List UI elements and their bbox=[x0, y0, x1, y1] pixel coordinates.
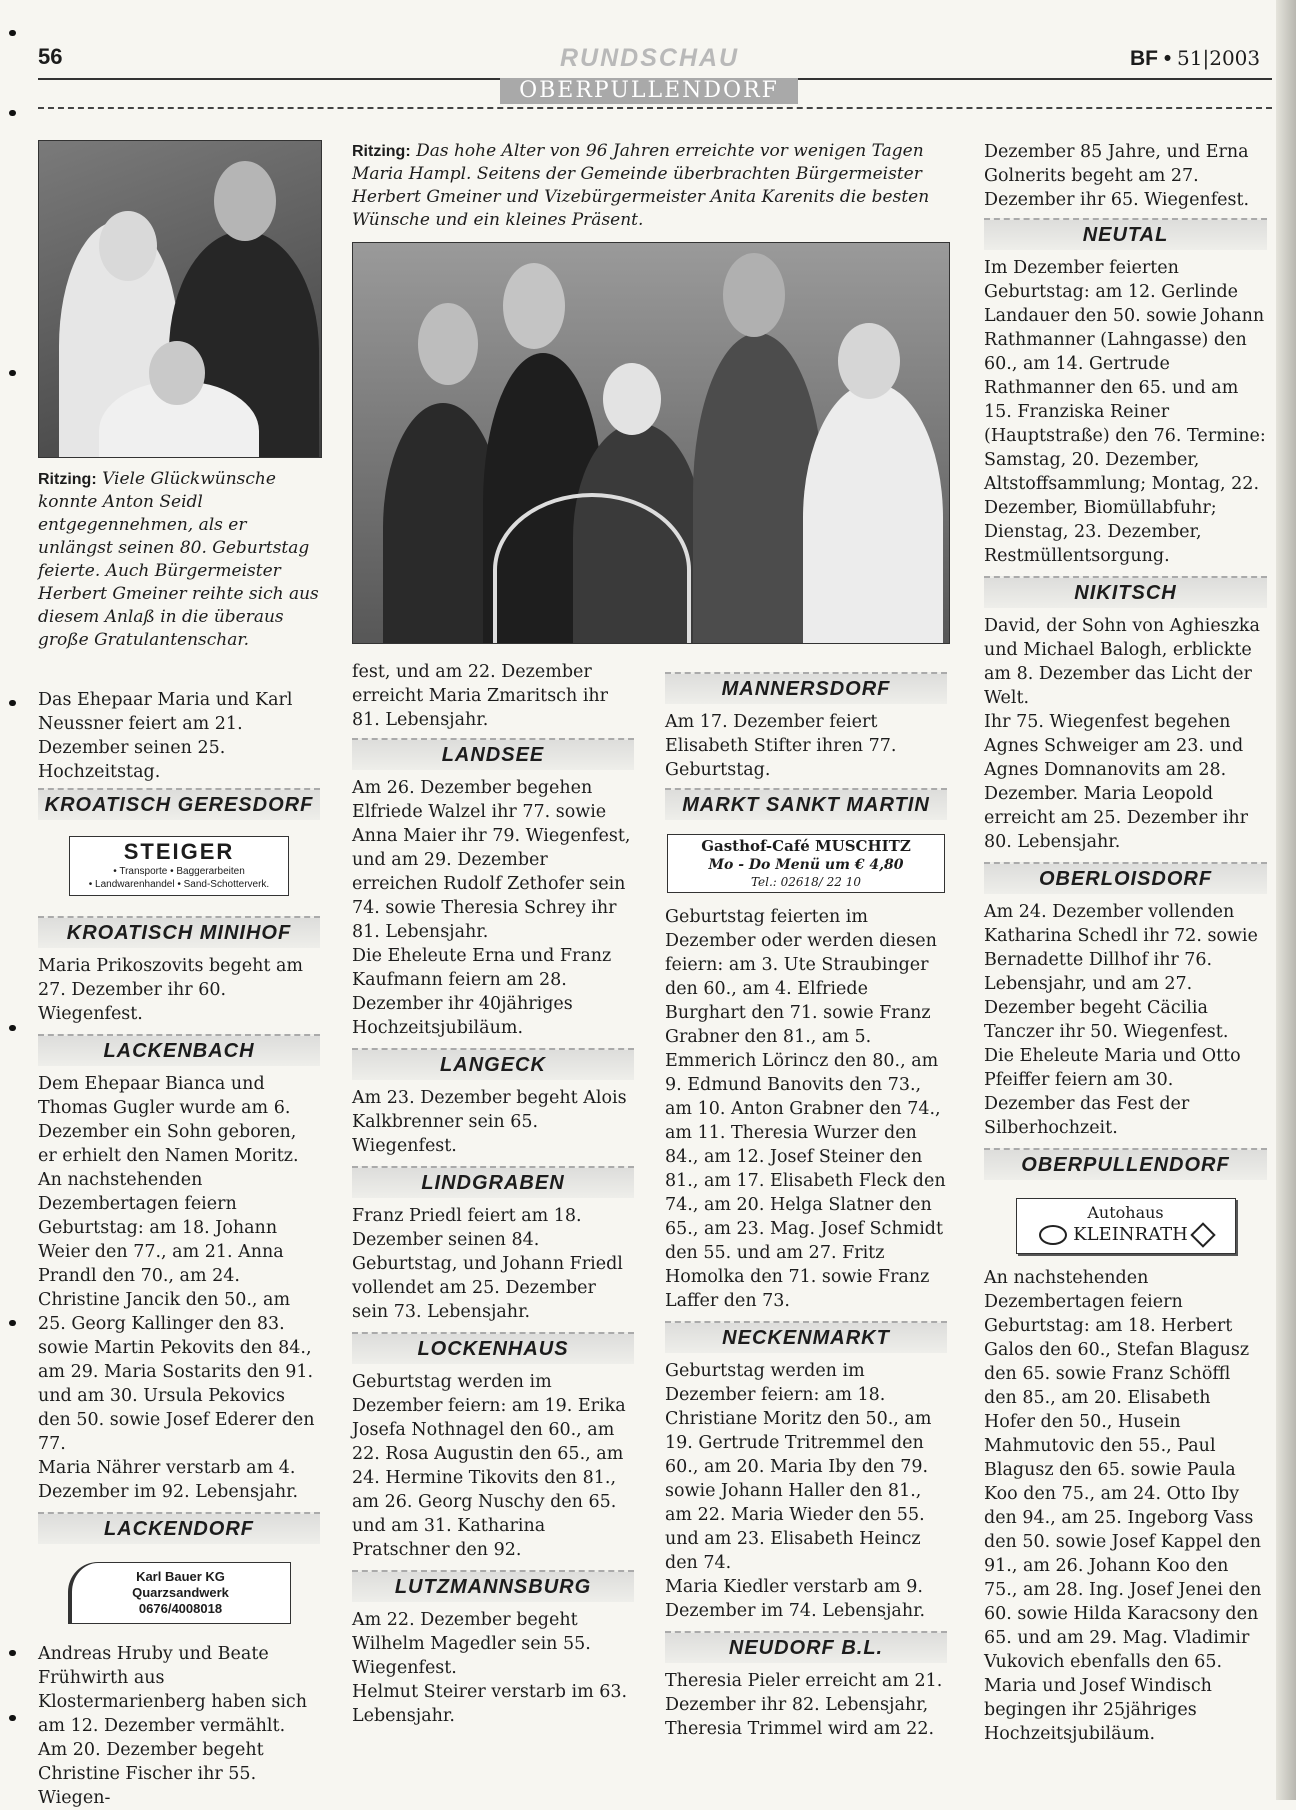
binding-mark bbox=[9, 1025, 16, 1031]
article-paragraph: Maria und Josef Windisch begingen ihr 25jähriges Hochzeitsjubiläum. bbox=[984, 1676, 1212, 1744]
caption-text: Viele Glückwünsche konnte Anton Seidl entgegennehmen, als er unlängst seinen 80. Geburtstag feierte. Auch Bürgermeister Herbert Gmeiner reihte sich aus diesem Anlaß in die überaus große Gratulantenschar. bbox=[38, 469, 319, 650]
section-heading: LOCKENHAUS bbox=[352, 1332, 634, 1364]
photo-maria-hampl bbox=[352, 242, 950, 644]
caption-text: Das hohe Alter von 96 Jahren erreichte vor wenigen Tagen Maria Hampl. Seitens der Gemeinde überbrachten Bürgermeister Herbert Gmeiner und Vizebürgermeister Anita Karenits die besten Wünsche und ein kleines Präsent. bbox=[352, 141, 930, 230]
mazda-logo-icon bbox=[1039, 1225, 1067, 1245]
column-4 bbox=[984, 140, 1267, 1746]
ad-line: Autohaus bbox=[1087, 1203, 1164, 1222]
ad-line: 0676/4008018 bbox=[138, 1601, 223, 1616]
caption-place: Ritzing: bbox=[38, 471, 97, 488]
photo-caption bbox=[352, 140, 948, 232]
ad-line: • Transporte • Baggerarbeiten bbox=[113, 866, 245, 877]
article-paragraph: Am 26. Dezember begehen Elfriede Walzel ihr 77. sowie Anna Maier ihr 79. Wiegenfest, und am 29. Dezember erreichen Rudolf Zethofer sein 74. sowie Theresia Schrey ihr 81. Lebensjahr. bbox=[352, 778, 631, 942]
article-paragraph: Dezember 85 Jahre, und Erna Golnerits begeht am 27. Dezember ihr 65. Wiegenfest. bbox=[984, 142, 1250, 210]
ad-autohaus-kleinrath bbox=[1016, 1198, 1236, 1254]
binding-mark bbox=[9, 1715, 16, 1721]
column-2 bbox=[352, 660, 634, 1728]
caption-place: Ritzing: bbox=[352, 143, 411, 160]
column-3 bbox=[665, 672, 947, 1741]
ad-title: STEIGER bbox=[123, 839, 235, 864]
column-1 bbox=[38, 140, 320, 1810]
header-dashed-divider bbox=[38, 107, 1272, 109]
renault-logo-icon bbox=[1190, 1222, 1215, 1247]
article-paragraph: Dem Ehepaar Bianca und Thomas Gugler wurde am 6. Dezember ein Sohn geboren, er erhielt den Namen Moritz. bbox=[38, 1074, 299, 1166]
ad-steiger bbox=[69, 836, 289, 896]
article-paragraph: Am 22. Dezember begeht Wilhelm Magedler sein 55. Wiegenfest. bbox=[352, 1610, 591, 1678]
section-heading: LINDGRABEN bbox=[352, 1166, 634, 1198]
article-paragraph: Maria Kiedler verstarb am 9. Dezember im 74. Lebensjahr. bbox=[665, 1577, 926, 1621]
article-paragraph: Die Eheleute Maria und Otto Pfeiffer feiern am 30. Dezember das Fest der Silberhochzeit. bbox=[984, 1046, 1241, 1138]
section-heading: LACKENDORF bbox=[38, 1512, 320, 1544]
section-heading: NECKENMARKT bbox=[665, 1321, 947, 1353]
issue-info bbox=[1130, 46, 1260, 71]
article-paragraph: Ihr 75. Wiegenfest begehen Agnes Schweiger am 23. und Agnes Domnanovits am 28. Dezember. Maria Leopold erreicht am 25. Dezember ihr 80. Lebensjahr. bbox=[984, 712, 1248, 852]
photo-caption bbox=[38, 468, 320, 652]
article-paragraph: An nachstehenden Dezembertagen feiern Geburtstag: am 18. Herbert Galos den 60., Stefan Blagusz den 65. sowie Franz Schöffl den 85., am 20. Elisabeth Hofer den 50., Husein Mahmutovic den 55., Paul Blagusz den 65. sowie Paula Koo den 75., am 24. Otto Iby den 94., am 25. Ingeborg Vass den 50. sowie Josef Kappel den 91., am 26. Johann Koo den 75., am 28. Ing. Josef Jenei den 60. sowie Hilda Karacsony den 65. und am 29. Mag. Vladimir Vukovich ebenfalls den 65. bbox=[984, 1268, 1262, 1672]
article-paragraph: fest, und am 22. Dezember erreicht Maria Zmaritsch ihr 81. Lebensjahr. bbox=[352, 662, 609, 730]
article-paragraph: Am 20. Dezember begeht Christine Fischer ihr 55. Wiegen- bbox=[38, 1740, 264, 1808]
section-heading: KROATISCH GERESDORF bbox=[38, 788, 320, 820]
article-paragraph: Das Ehepaar Maria und Karl Neussner feiert am 21. Dezember seinen 25. Hochzeitstag. bbox=[38, 690, 293, 782]
binding-mark bbox=[9, 30, 16, 36]
article-paragraph: Geburtstag werden im Dezember feiern: am 18. Christiane Moritz den 50., am 19. Gertrude Tritremmel den 60., am 20. Maria Iby den 79. sowie Johann Haller den 81., am 22. Maria Wieder den 55. und am 23. Elisabeth Heincz den 74. bbox=[665, 1361, 932, 1573]
article-paragraph: Am 23. Dezember begeht Alois Kalkbrenner sein 65. Wiegenfest. bbox=[352, 1088, 627, 1156]
article-paragraph: Maria Prikoszovits begeht am 27. Dezember ihr 60. Wiegenfest. bbox=[38, 956, 303, 1024]
section-heading: NIKITSCH bbox=[984, 576, 1267, 608]
article-paragraph: Franz Priedl feiert am 18. Dezember seinen 84. Geburtstag, und Johann Friedl vollendet am 25. Dezember sein 73. Lebensjahr. bbox=[352, 1206, 623, 1322]
brand-separator: • bbox=[1163, 47, 1172, 70]
binding-mark bbox=[9, 1320, 16, 1326]
binding-mark bbox=[9, 110, 16, 116]
section-heading: MANNERSDORF bbox=[665, 672, 947, 704]
ad-line: KLEINRATH bbox=[1073, 1224, 1188, 1245]
ad-karl-bauer bbox=[68, 1562, 291, 1624]
article-paragraph: Am 17. Dezember feiert Elisabeth Stifter ihren 77. Geburtstag. bbox=[665, 712, 897, 780]
ad-gasthof-muschitz bbox=[667, 834, 945, 893]
section-heading: LANGECK bbox=[352, 1048, 634, 1080]
photo-block-maria-hampl bbox=[352, 140, 948, 644]
binding-mark bbox=[9, 370, 16, 376]
article-paragraph: An nachstehenden Dezembertagen feiern Geburtstag: am 18. Johann Weier den 77., am 21. Anna Prandl den 70., am 24. Christine Jancik den 50., am 25. Georg Kallinger den 83. sowie Martin Pekovits den 84., am 29. Maria Sostarits den 91. und am 30. Ursula Pekovics den 50. sowie Josef Ederer den 77. bbox=[38, 1170, 315, 1454]
article-paragraph: Theresia Pieler erreicht am 21. Dezember ihr 82. Lebensjahr, Theresia Trimmel wird am 22. bbox=[665, 1671, 943, 1739]
section-heading: OBERLOISDORF bbox=[984, 862, 1267, 894]
article-paragraph: David, der Sohn von Aghieszka und Michael Balogh, erblickte am 8. Dezember das Licht der Welt. bbox=[984, 616, 1260, 708]
article-paragraph: Helmut Steirer verstarb im 63. Lebensjahr. bbox=[352, 1682, 628, 1726]
page-number: 56 bbox=[38, 44, 63, 69]
ad-line: Mo - Do Menü um € 4,80 bbox=[708, 857, 904, 873]
photo-anton-seidl bbox=[38, 140, 322, 458]
section-heading: LACKENBACH bbox=[38, 1034, 320, 1066]
article-paragraph: Die Eheleute Erna und Franz Kaufmann feiern am 28. Dezember ihr 40jähriges Hochzeitsjubiläum. bbox=[352, 946, 612, 1038]
issue-number: 51|2003 bbox=[1177, 46, 1261, 70]
binding-mark bbox=[9, 1650, 16, 1656]
article-paragraph: Im Dezember feierten Geburtstag: am 12. Gerlinde Landauer den 50. sowie Johann Rathmanner (Lahngasse) den 60., am 14. Gertrude Rathmanner den 65. und am 15. Franziska Reiner (Hauptstraße) den 76. Termine: Samstag, 20. Dezember, Altstoffsammlung; Montag, 22. Dezember, Biomüllabfuhr; Dienstag, 23. Dezember, Restmüllentsorgung. bbox=[984, 258, 1266, 566]
section-heading: KROATISCH MINIHOF bbox=[38, 916, 320, 948]
section-heading: LUTZMANNSBURG bbox=[352, 1570, 634, 1602]
article-paragraph: Geburtstag werden im Dezember feiern: am 19. Erika Josefa Nothnagel den 60., am 22. Rosa Augustin den 65., am 24. Hermine Tikovits den 81., am 26. Georg Nuschy den 65. und am 31. Katharina Pratschner den 92. bbox=[352, 1372, 626, 1560]
region-banner: OBERPULLENDORF bbox=[500, 78, 798, 104]
ad-line: Karl Bauer KG bbox=[136, 1569, 225, 1584]
section-heading: OBERPULLENDORF bbox=[984, 1148, 1267, 1180]
section-heading: NEUTAL bbox=[984, 218, 1267, 250]
ad-line: Quarzsandwerk bbox=[132, 1585, 229, 1600]
ad-line: Tel.: 02618/ 22 10 bbox=[750, 875, 862, 889]
article-paragraph: Geburtstag feierten im Dezember oder werden diesen feiern: am 3. Ute Straubinger den 60., am 4. Elfriede Burghart den 71. sowie Franz Grabner den 81., am 5. Emmerich Lörincz den 80., am 9. Edmund Banovits den 73., am 10. Anton Grabner den 74., am 11. Theresia Wurzer den 84., am 12. Josef Steiner den 81., am 17. Elisabeth Fleck den 74., am 20. Helga Slatner den 65., am 23. Mag. Josef Schmidt den 55. und am 27. Fritz Homolka den 71. sowie Franz Laffer den 73. bbox=[665, 907, 946, 1311]
article-paragraph: Am 24. Dezember vollenden Katharina Schedl ihr 72. sowie Bernadette Dillhof ihr 76. Lebensjahr, und am 27. Dezember begeht Cäcilia Tanczer ihr 50. Wiegenfest. bbox=[984, 902, 1258, 1042]
brand-logo: BF bbox=[1130, 47, 1158, 70]
article-paragraph: Maria Nährer verstarb am 4. Dezember im 92. Lebensjahr. bbox=[38, 1458, 299, 1502]
ad-line: Gasthof-Café MUSCHITZ bbox=[701, 837, 911, 855]
section-heading: NEUDORF B.L. bbox=[665, 1631, 947, 1663]
page-edge bbox=[1276, 0, 1296, 1800]
section-heading: MARKT SANKT MARTIN bbox=[665, 788, 947, 820]
article-paragraph: Andreas Hruby und Beate Frühwirth aus Klostermarienberg haben sich am 12. Dezember vermählt. bbox=[38, 1644, 307, 1736]
binding-mark bbox=[9, 700, 16, 706]
magazine-section-title: RUNDSCHAU bbox=[560, 44, 740, 72]
section-heading: LANDSEE bbox=[352, 738, 634, 770]
ad-line: • Landwarenhandel • Sand-Schotterverk. bbox=[88, 879, 270, 890]
